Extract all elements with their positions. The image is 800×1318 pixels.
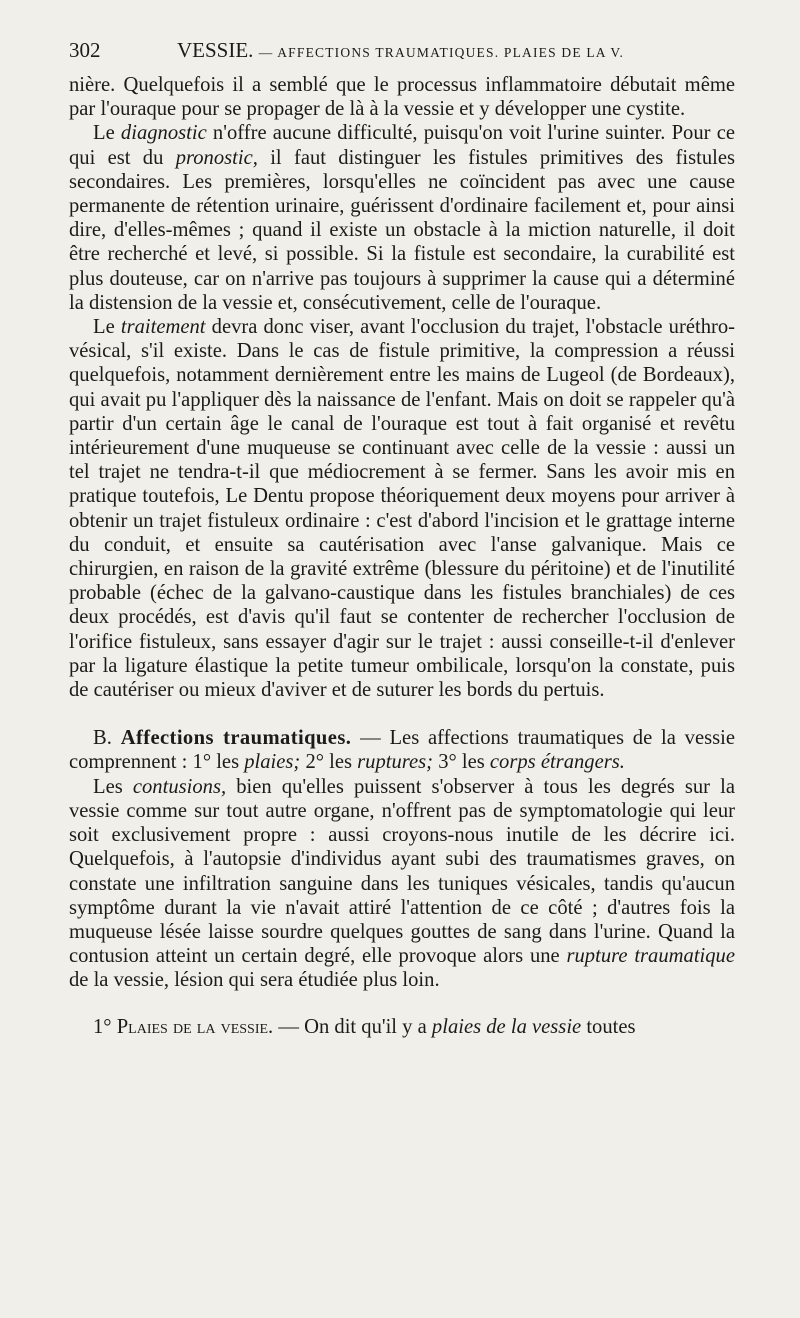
text-run: n'offre aucune difficulté, puisqu'on voit l'urine suinter. Pour ce qui est du xyxy=(69,122,735,169)
text-run: — Les affections traumatiques de la vessie comprennent : 1° les xyxy=(69,727,735,774)
subsection-heading: Plaies de la vessie. xyxy=(116,1015,274,1038)
italic-term: traitement xyxy=(120,316,206,339)
paragraph-contusions xyxy=(69,775,735,993)
paragraph-diagnostic xyxy=(69,121,735,315)
italic-term: corps étrangers. xyxy=(489,751,625,774)
page-header xyxy=(69,38,739,68)
text-run: 3° les xyxy=(433,751,490,774)
running-title xyxy=(177,38,624,63)
text-run: Les xyxy=(93,775,133,798)
italic-term: contusions, xyxy=(132,775,227,798)
page-number: 302 xyxy=(69,38,101,62)
text-run: Le xyxy=(93,122,121,145)
italic-term: plaies; xyxy=(244,751,301,774)
section-label: B. xyxy=(93,727,112,750)
text-run: de la vessie, lésion qui sera étudiée plus loin. xyxy=(69,969,440,992)
subsection-number: 1° xyxy=(93,1015,112,1038)
paragraph-text: nière. Quelquefois il a semblé que le processus inflammatoire débutait même par l'ouraque pour se propager de là à la vessie et y développer une cystite. xyxy=(69,74,735,121)
text-run: toutes xyxy=(581,1015,636,1038)
italic-term: rupture traumatique xyxy=(566,945,735,968)
italic-term: diagnostic xyxy=(120,122,207,145)
italic-term: ruptures; xyxy=(357,751,434,774)
text-run: — On dit qu'il y a xyxy=(273,1015,432,1038)
section-heading: Affections traumatiques. xyxy=(120,727,352,750)
running-title-rest: — AFFECTIONS TRAUMATIQUES. PLAIES DE LA V. xyxy=(258,45,625,60)
text-run: Le xyxy=(93,316,121,339)
italic-term: plaies de la vessie xyxy=(431,1015,582,1038)
text-run: il faut distinguer les fistules primitives des fistules secondaires. Les premières, lorsqu'elles ne coïncident pas avec une cause permanente de rétention urinaire, guérissent d'ordinaire facilement et, pour ainsi dire, d'elles-mêmes ; quand il existe un obstacle à la miction naturelle, il doit être recherché et levé, si possible. Si la fistule est secondaire, la curabilité est plus douteuse, car on n'arrive pas toujours à supprimer la cause qui a déterminé la distension de la vessie et, consécutivement, celle de l'ouraque. xyxy=(69,146,735,314)
subsection-plaies xyxy=(69,1015,735,1039)
italic-term: pronostic, xyxy=(175,146,258,169)
text-run: bien qu'elles puissent s'observer à tous les degrés sur la vessie comme sur tout autre organe, n'offrent pas de symptomatologie qui leur soit exclusivement propre : aussi croyons-nous inutile de les décrire ici. Quelquefois, à l'autopsie d'individus ayant subi des traumatismes graves, on constate une infiltration sanguine dans les tuniques vésicales, tandis qu'aucun symptôme durant la vie n'avait attiré l'attention de ce côté ; d'autres fois la muqueuse lésée laisse sourdre quelques gouttes de sang dans l'urine. Quand la contusion atteint un certain degré, elle provoque alors une xyxy=(69,775,735,968)
paragraph-traitement xyxy=(69,315,735,702)
text-run: 2° les xyxy=(300,751,358,774)
section-heading-paragraph xyxy=(69,726,735,774)
text-run: devra donc viser, avant l'occlusion du trajet, l'obstacle uréthro-vésical, s'il existe. Dans le cas de fistule primitive, la compression a réussi quelquefois, notamment dernièrement entre les mains de Lugeol (de Bordeaux), qui avait pu l'appliquer dès la naissance de l'enfant. Mais on doit se rappeler qu'à partir d'un certain âge le canal de l'ouraque est tout à fait organisé et revêtu intérieurement d'une muqueuse se continuant avec celle de la vessie : aussi un tel trajet ne tendra-t-il que médiocrement à se fermer. Sans les avoir mis en pratique toutefois, Le Dentu propose théoriquement deux moyens pour arriver à obtenir un trajet fistuleux ordinaire : c'est d'abord l'incision et le grattage interne du conduit, et ensuite sa cautérisation avec l'anse galvanique. Mais ce chirurgien, en raison de la gravité extrême (blessure du péritoine) et de l'inutilité probable (échec de la galvano-caustique dans les fistules branchiales) de ces deux procédés, est d'avis qu'il faut se contenter de rechercher l'occlusion de l'orifice fistuleux, sans essayer d'agir sur le trajet : aussi conseille-t-il d'enlever par la ligature élastique la petite tumeur ombilicale, lorsqu'on la constate, puis de cautériser ou mieux d'aviver et de suturer les bords du pertuis. xyxy=(69,316,736,702)
paragraph-continuation xyxy=(69,73,735,121)
page-body xyxy=(69,73,735,1039)
running-title-main: VESSIE. xyxy=(177,38,254,62)
